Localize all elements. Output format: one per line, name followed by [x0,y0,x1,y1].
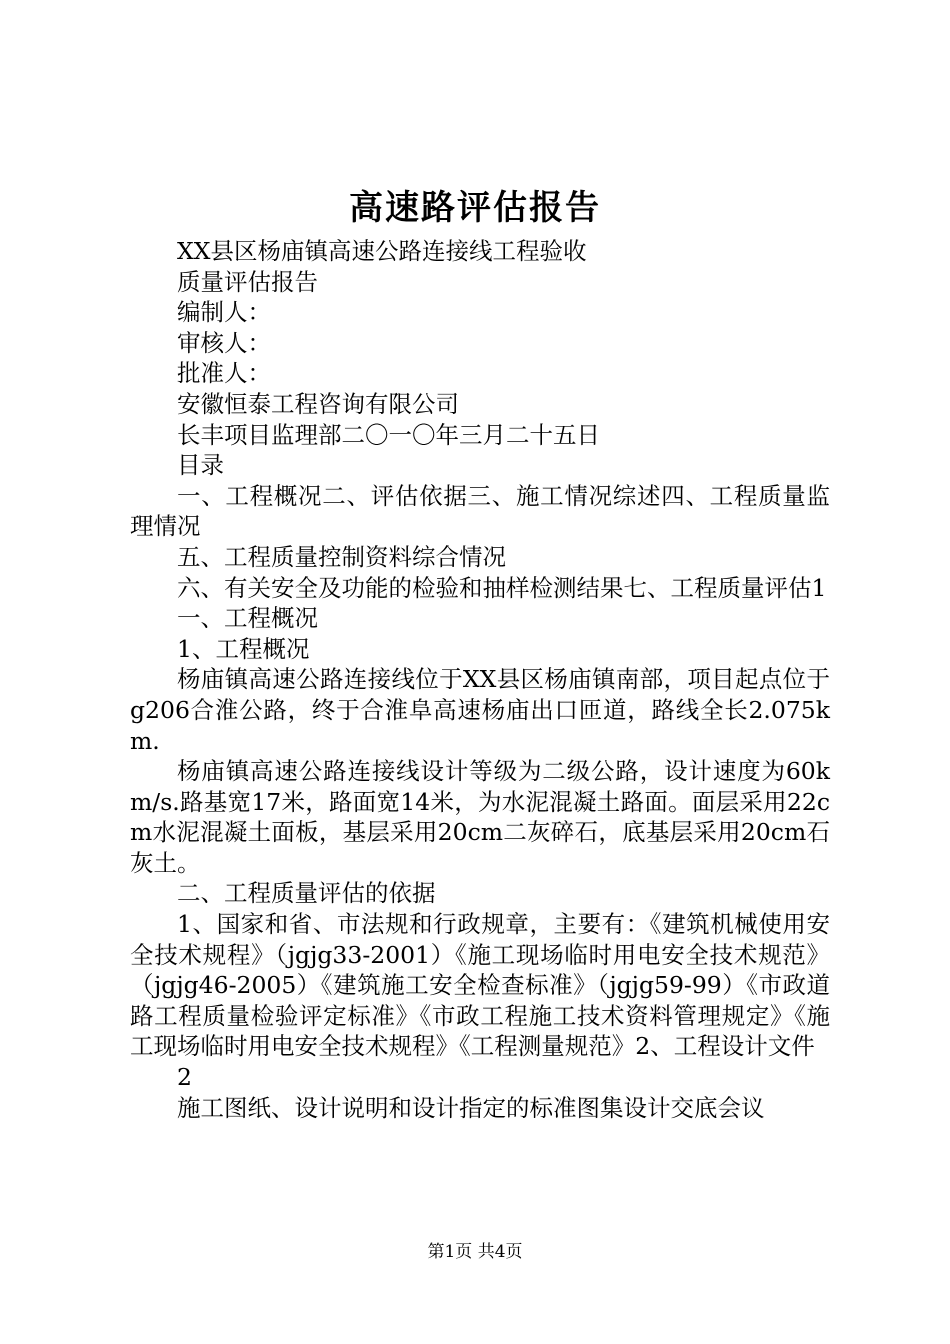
paragraph-department-date: 长丰项目监理部二〇一〇年三月二十五日 [177,420,600,449]
paragraph-reviewer: 审核人： [177,328,271,357]
paragraph-company: 安徽恒泰工程咨询有限公司 [177,389,459,418]
paragraph-toc-1: 一、工程概况二、评估依据三、施工情况综述四、工程质量监理情况 [130,481,830,541]
paragraph-section-1-heading: 一、工程概况 [177,604,318,633]
paragraph-regulations: 1、国家和省、市法规和行政规章，主要有：《建筑机械使用安全技术规程》（jgjg33-2001）《施工现场临时用电安全技术规范》（jgjg46-2005）《建筑施工安全检查标准》（jgjg59-99）《市政道路工程质量检验评定标准》《市政工程施工技术资料管理规定》《施工现场临时用电安全技术规程》《工程测量规范》2、工程设计文件 [130,910,830,1061]
paragraph-drawings: 施工图纸、设计说明和设计指定的标准图集设计交底会议 [177,1093,765,1122]
paragraph-report-type: 质量评估报告 [177,267,318,296]
document-title: 高速路评估报告 [349,188,601,228]
paragraph-toc-2: 五、工程质量控制资料综合情况 [177,542,506,571]
paragraph-toc-heading: 目录 [177,451,224,480]
paragraph-location: 杨庙镇高速公路连接线位于XX县区杨庙镇南部，项目起点位于g206合淮公路，终于合淮阜高速杨庙出口匝道，路线全长2.075km. [130,665,830,755]
paragraph-approver: 批准人： [177,359,271,388]
paragraph-compiler: 编制人： [177,298,271,327]
paragraph-toc-3: 六、有关安全及功能的检验和抽样检测结果七、工程质量评估1 [177,573,827,602]
paragraph-section-2-heading: 二、工程质量评估的依据 [177,879,436,908]
paragraph-project-name: XX县区杨庙镇高速公路连接线工程验收 [177,237,587,265]
page-footer: 第1页 共4页 [427,1242,523,1262]
paragraph-subsection-1-1: 1、工程概况 [177,634,310,663]
document-body [130,236,830,1123]
paragraph-design-grade: 杨庙镇高速公路连接线设计等级为二级公路，设计速度为60km/s.路基宽17米，路面宽14米，为水泥混凝土路面。面层采用22cm水泥混凝土面板，基层采用20cm二灰碎石，底基层采用20cm石灰土。 [130,757,830,877]
paragraph-number-2: 2 [177,1063,192,1092]
